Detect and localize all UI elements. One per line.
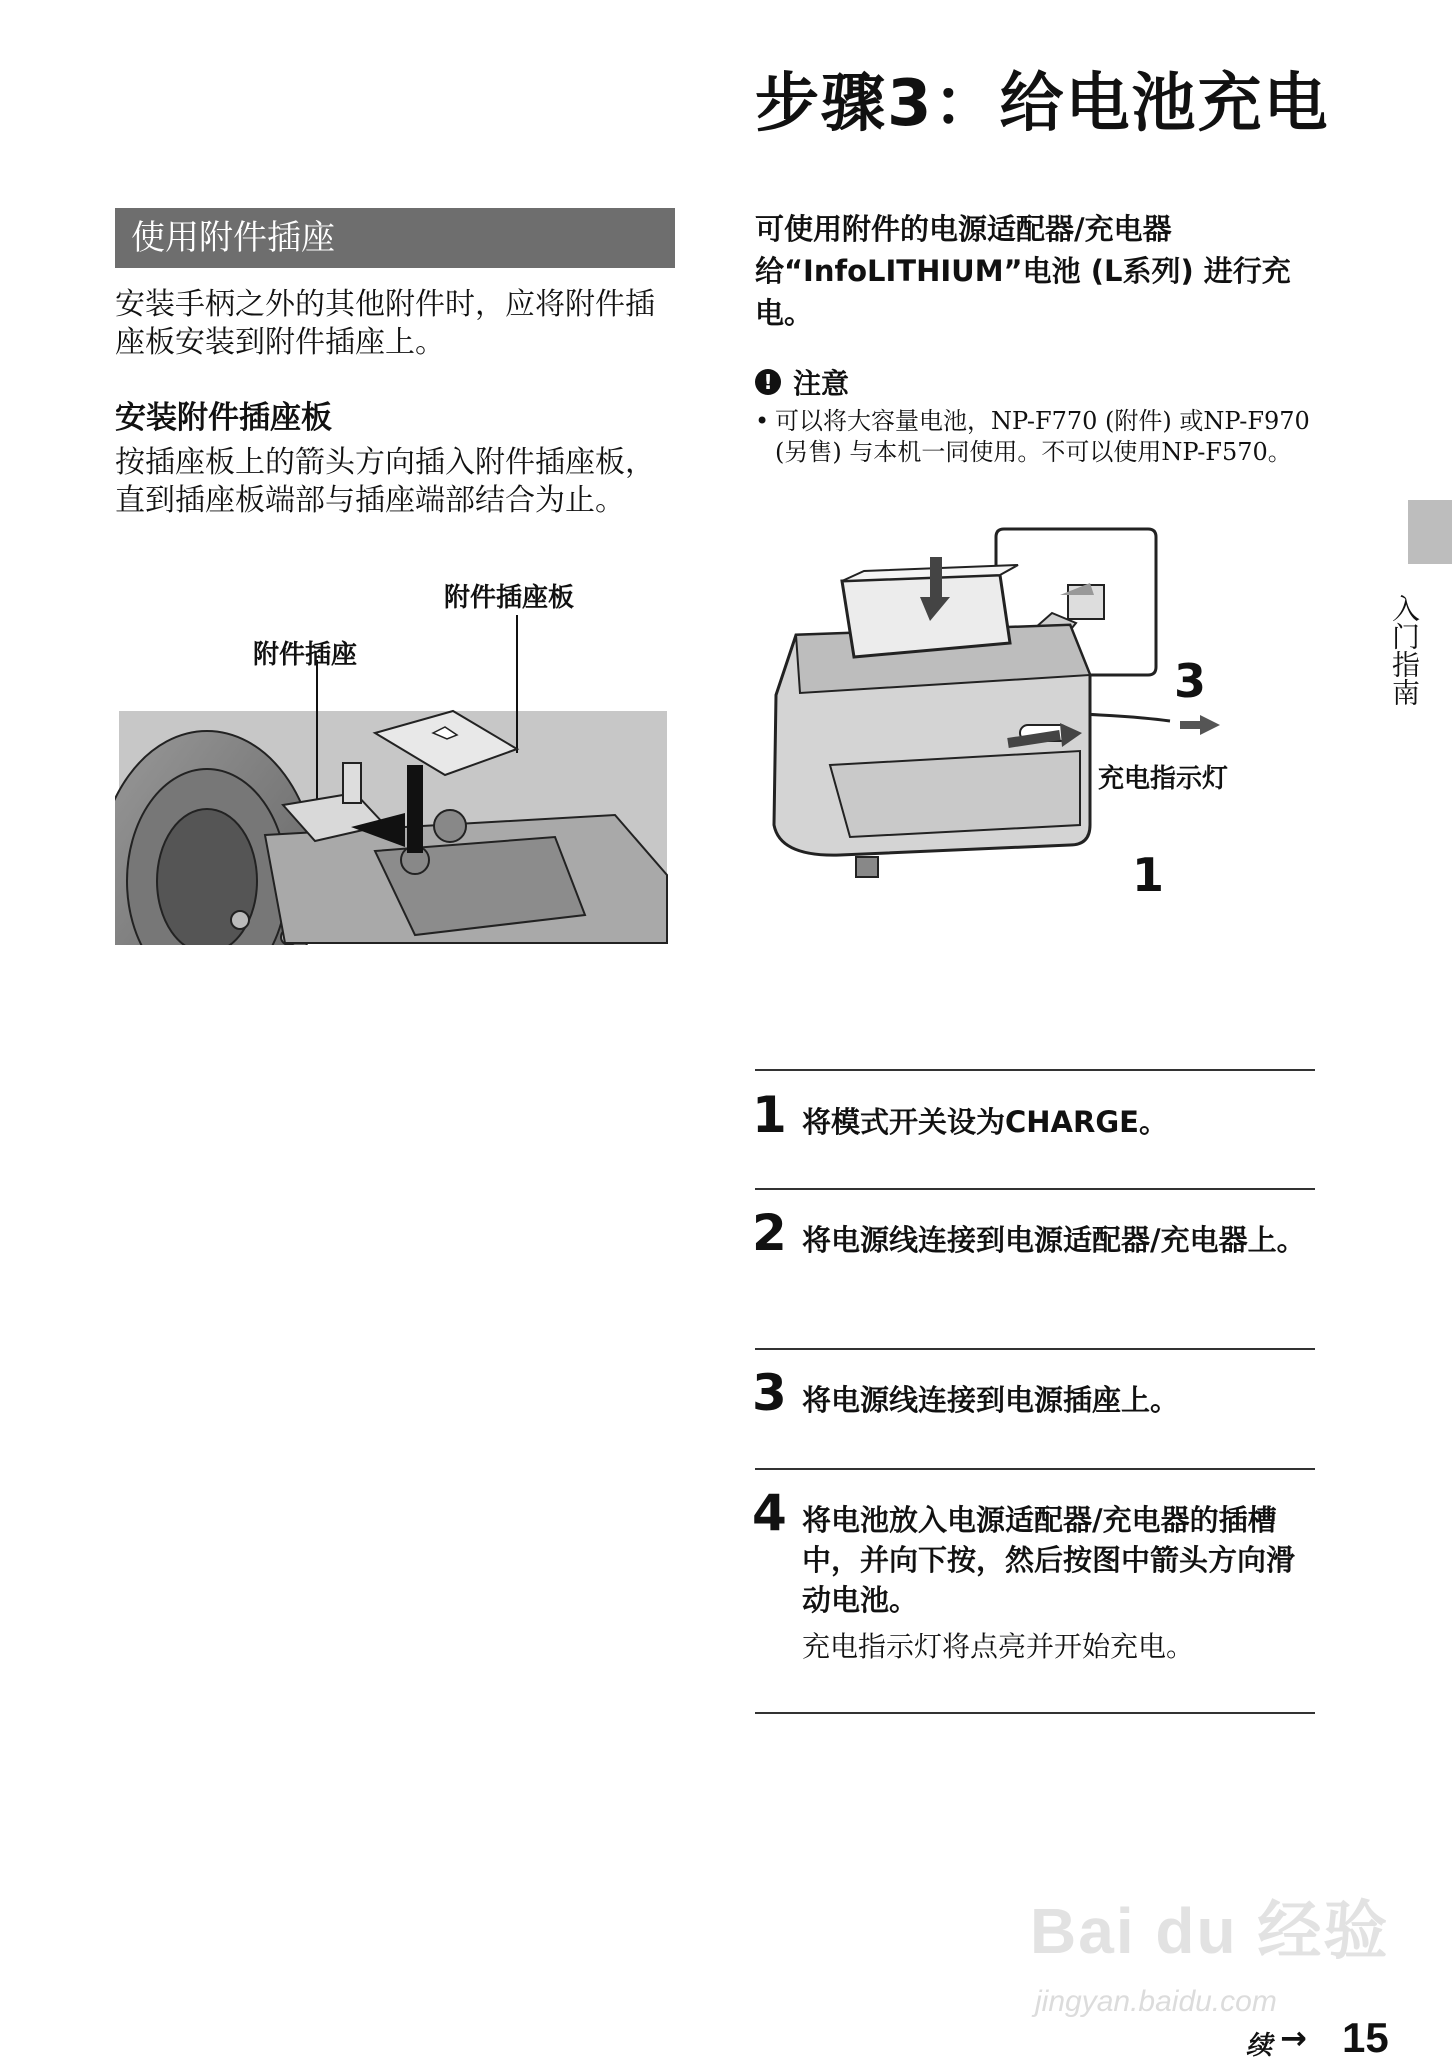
page-number: 15 bbox=[1342, 2014, 1389, 2061]
page-title: 步骤3：给电池充电 bbox=[755, 67, 1330, 141]
step-divider bbox=[755, 1468, 1315, 1470]
step-number: 3 bbox=[752, 1364, 787, 1422]
figure-label-accessory-plate: 附件插座板 bbox=[444, 583, 575, 613]
figure-callout-3: 3 bbox=[1174, 654, 1207, 708]
note-item bbox=[755, 406, 1315, 468]
warning-icon: ! bbox=[755, 369, 781, 395]
left-body-text: 按插座板上的箭头方向插入附件插座板，直到插座板端部与插座端部结合为止。 bbox=[115, 445, 655, 518]
figure-label-charge-indicator: 充电指示灯 bbox=[1098, 764, 1229, 794]
figure-label-accessory-shoe: 附件插座 bbox=[253, 640, 358, 670]
section-tab-marker bbox=[1408, 500, 1452, 564]
arrow-right-icon: → bbox=[1280, 2019, 1307, 2057]
note-text: 可以将大容量电池，NP-F770 (附件) 或NP-F970 (另售) 与本机一同使用。不可以使用NP-F570。 bbox=[775, 407, 1310, 466]
continued-label: 续 bbox=[1246, 2031, 1273, 2061]
step-text: 将电源线连接到电源插座上。 bbox=[802, 1383, 1180, 1417]
step-number: 1 bbox=[752, 1086, 787, 1144]
note-heading bbox=[755, 362, 849, 402]
right-intro-text: 可使用附件的电源适配器/充电器给“InfoLITHIUM”电池 (L系列) 进行充电。 bbox=[755, 212, 1291, 330]
section-header: 使用附件插座 bbox=[115, 208, 675, 268]
accessory-shoe-illustration bbox=[115, 615, 675, 945]
step-text: 将电池放入电源适配器/充电器的插槽中，并向下按，然后按图中箭头方向滑动电池。 bbox=[802, 1503, 1296, 1617]
left-subheading: 安装附件插座板 bbox=[115, 400, 332, 436]
bullet-icon: • bbox=[755, 407, 770, 435]
side-section-label: 入门指南 bbox=[1388, 594, 1421, 706]
watermark-url: jingyan.baidu.com bbox=[1035, 1985, 1277, 2018]
step-divider bbox=[755, 1712, 1315, 1714]
watermark-logo: Bai du 经验 bbox=[1030, 1895, 1390, 1967]
step-divider bbox=[755, 1348, 1315, 1350]
step-text: 将模式开关设为CHARGE。 bbox=[802, 1105, 1168, 1139]
figure-callout-1: 1 bbox=[1132, 848, 1165, 902]
step-number: 2 bbox=[752, 1204, 787, 1262]
note-title: 注意 bbox=[793, 367, 850, 400]
left-intro-text: 安装手柄之外的其他附件时，应将附件插座板安装到附件插座上。 bbox=[115, 287, 655, 360]
step-subtext: 充电指示灯将点亮并开始充电。 bbox=[802, 1630, 1195, 1663]
charger-illustration bbox=[760, 525, 1280, 1025]
step-text: 将电源线连接到电源适配器/充电器上。 bbox=[802, 1223, 1306, 1257]
step-number: 4 bbox=[752, 1484, 787, 1542]
step-divider bbox=[755, 1188, 1315, 1190]
step-divider bbox=[755, 1069, 1315, 1071]
